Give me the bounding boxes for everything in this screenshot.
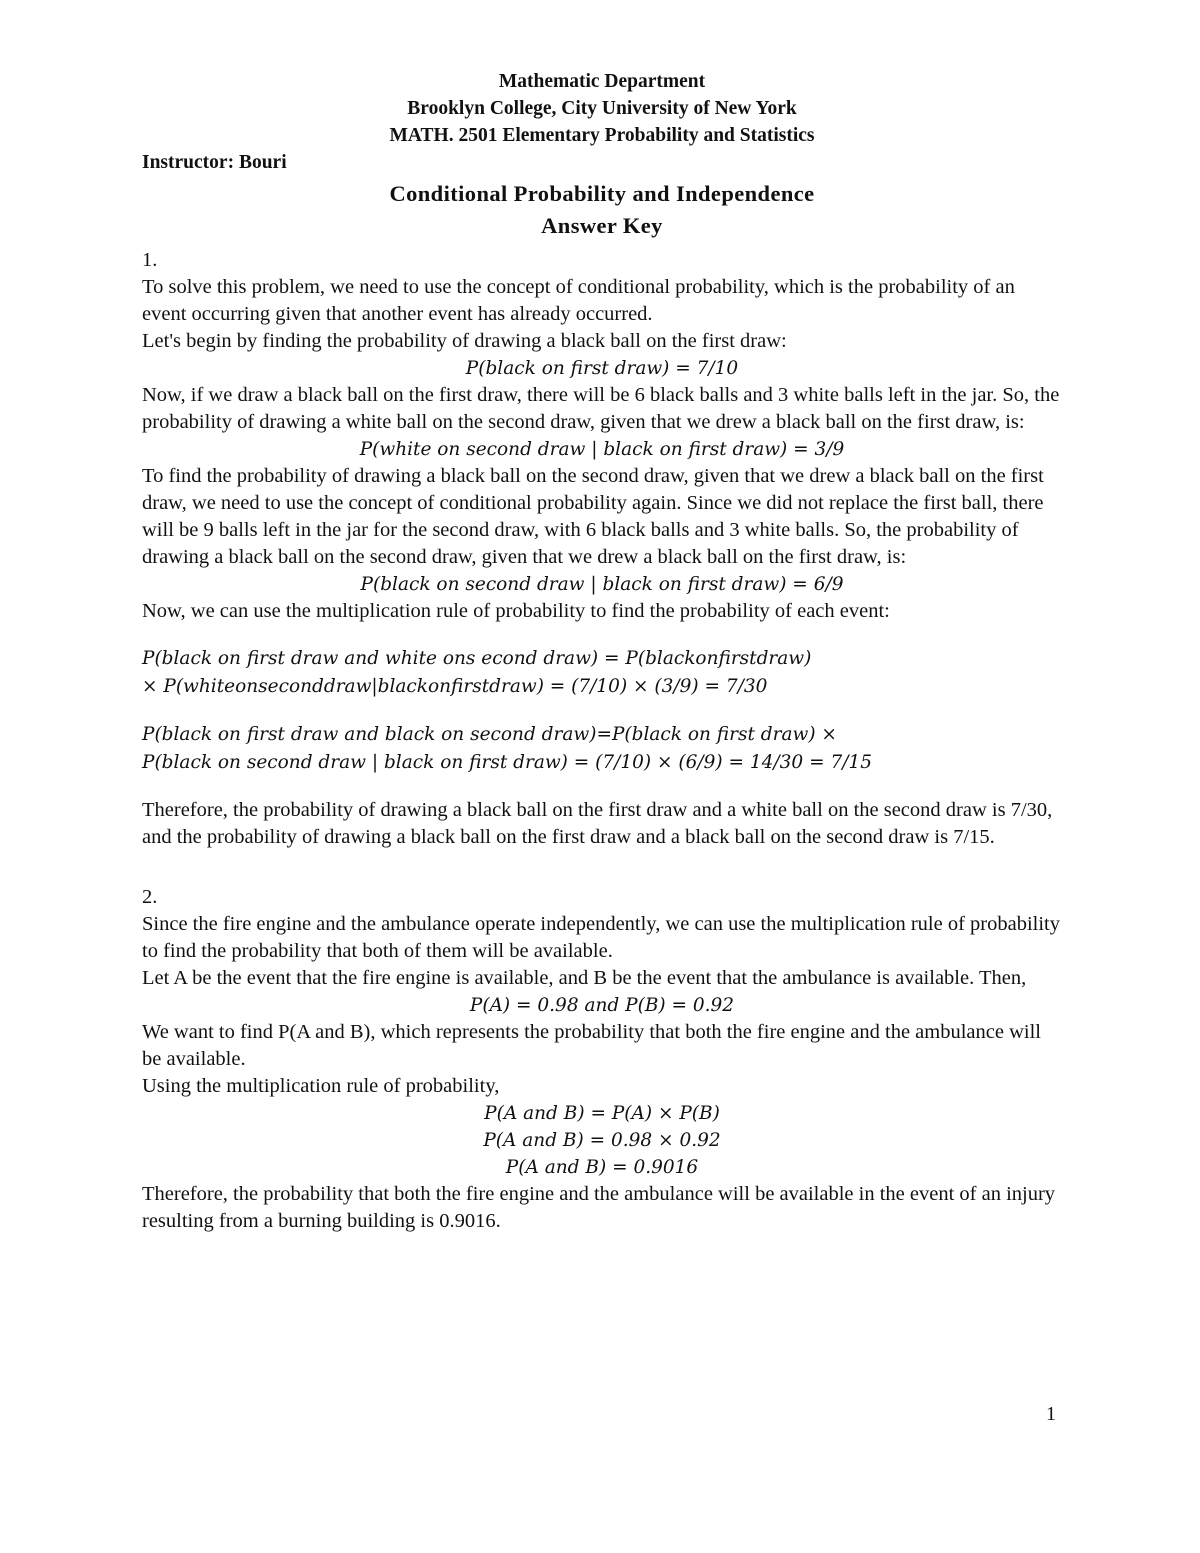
question-2-equation: P(A and B) = 0.98 × 0.92: [483, 1130, 721, 1151]
question-1-section: [142, 247, 1062, 851]
question-2-equation: P(A and B) = 0.9016: [505, 1157, 699, 1178]
document-subtitle: Answer Key: [541, 213, 663, 238]
question-1-paragraph: To solve this problem, we need to use the concept of conditional probability, which is the probability of an event occurring given that another event has already occurred.: [142, 276, 1015, 325]
document-page: [142, 68, 1062, 1235]
document-title: Conditional Probability and Independence: [389, 181, 815, 206]
question-2-section: [142, 884, 1062, 1235]
question-2-paragraph: Since the fire engine and the ambulance operate independently, we can use the multiplication rule of probability to find the probability that both of them will be available.: [142, 913, 1060, 962]
question-1-equation: P(black on second draw | black on first draw) = (7/10) × (6/9) = 14/30 = 7/15: [142, 752, 872, 773]
college-line: Brooklyn College, City University of New York: [407, 98, 797, 119]
question-1-conclusion: Therefore, the probability of drawing a black ball on the first draw and a white ball on the second draw is 7/30, and the probability of drawing a black ball on the first draw and a black ball on the second draw is 7/15.: [142, 799, 1053, 848]
question-1-paragraph: Now, we can use the multiplication rule of probability to find the probability of each event:: [142, 600, 890, 622]
department-line: Mathematic Department: [498, 71, 706, 92]
question-2-paragraph: We want to find P(A and B), which represents the probability that both the fire engine and the ambulance will be available.: [142, 1021, 1041, 1070]
question-2-number: 2.: [142, 886, 158, 908]
question-1-number: 1.: [142, 249, 158, 271]
question-1-equation: × P(whiteonseconddraw|blackonfirstdraw) = (7/10) × (3/9) = 7/30: [142, 676, 768, 697]
question-1-paragraph: Let's begin by finding the probability of drawing a black ball on the first draw:: [142, 330, 787, 352]
question-2-conclusion: Therefore, the probability that both the fire engine and the ambulance will be available in the event of an injury resulting from a burning building is 0.9016.: [142, 1183, 1056, 1232]
instructor-line: Instructor: Bouri: [142, 152, 287, 173]
question-2-equation: P(A) = 0.98 and P(B) = 0.92: [469, 995, 735, 1016]
question-1-equation: P(black on first draw and white ons econd draw) = P(blackonfirstdraw): [142, 648, 812, 669]
question-1-paragraph: To find the probability of drawing a black ball on the second draw, given that we drew a black ball on the first draw, we need to use the concept of conditional probability again. Since we did not replace the first ball, there will be 9 balls left in the jar for the second draw, with 6 black balls and 3 white balls. So, the probability of drawing a black ball on the second draw, given that we drew a black ball on the first draw, is:: [142, 465, 1044, 568]
question-1-equation: P(white on second draw | black on first draw) = 3/9: [359, 439, 845, 460]
question-2-equation: P(A and B) = P(A) × P(B): [484, 1103, 720, 1124]
page-number: 1: [1046, 1403, 1056, 1425]
question-2-paragraph: Using the multiplication rule of probability,: [142, 1075, 500, 1097]
question-1-equation: P(black on second draw | black on first draw) = 6/9: [360, 574, 844, 595]
question-1-equation: P(black on first draw and black on second draw)=P(black on first draw) ×: [142, 724, 837, 745]
question-1-paragraph: Now, if we draw a black ball on the first draw, there will be 6 black balls and 3 white balls left in the jar. So, the probability of drawing a white ball on the second draw, given that we drew a black ball on the first draw, is:: [142, 384, 1060, 433]
course-line: MATH. 2501 Elementary Probability and Statistics: [389, 125, 815, 146]
question-2-paragraph: Let A be the event that the fire engine is available, and B be the event that the ambulance is available. Then,: [142, 967, 1027, 989]
question-1-equation: P(black on first draw) = 7/10: [465, 358, 739, 379]
